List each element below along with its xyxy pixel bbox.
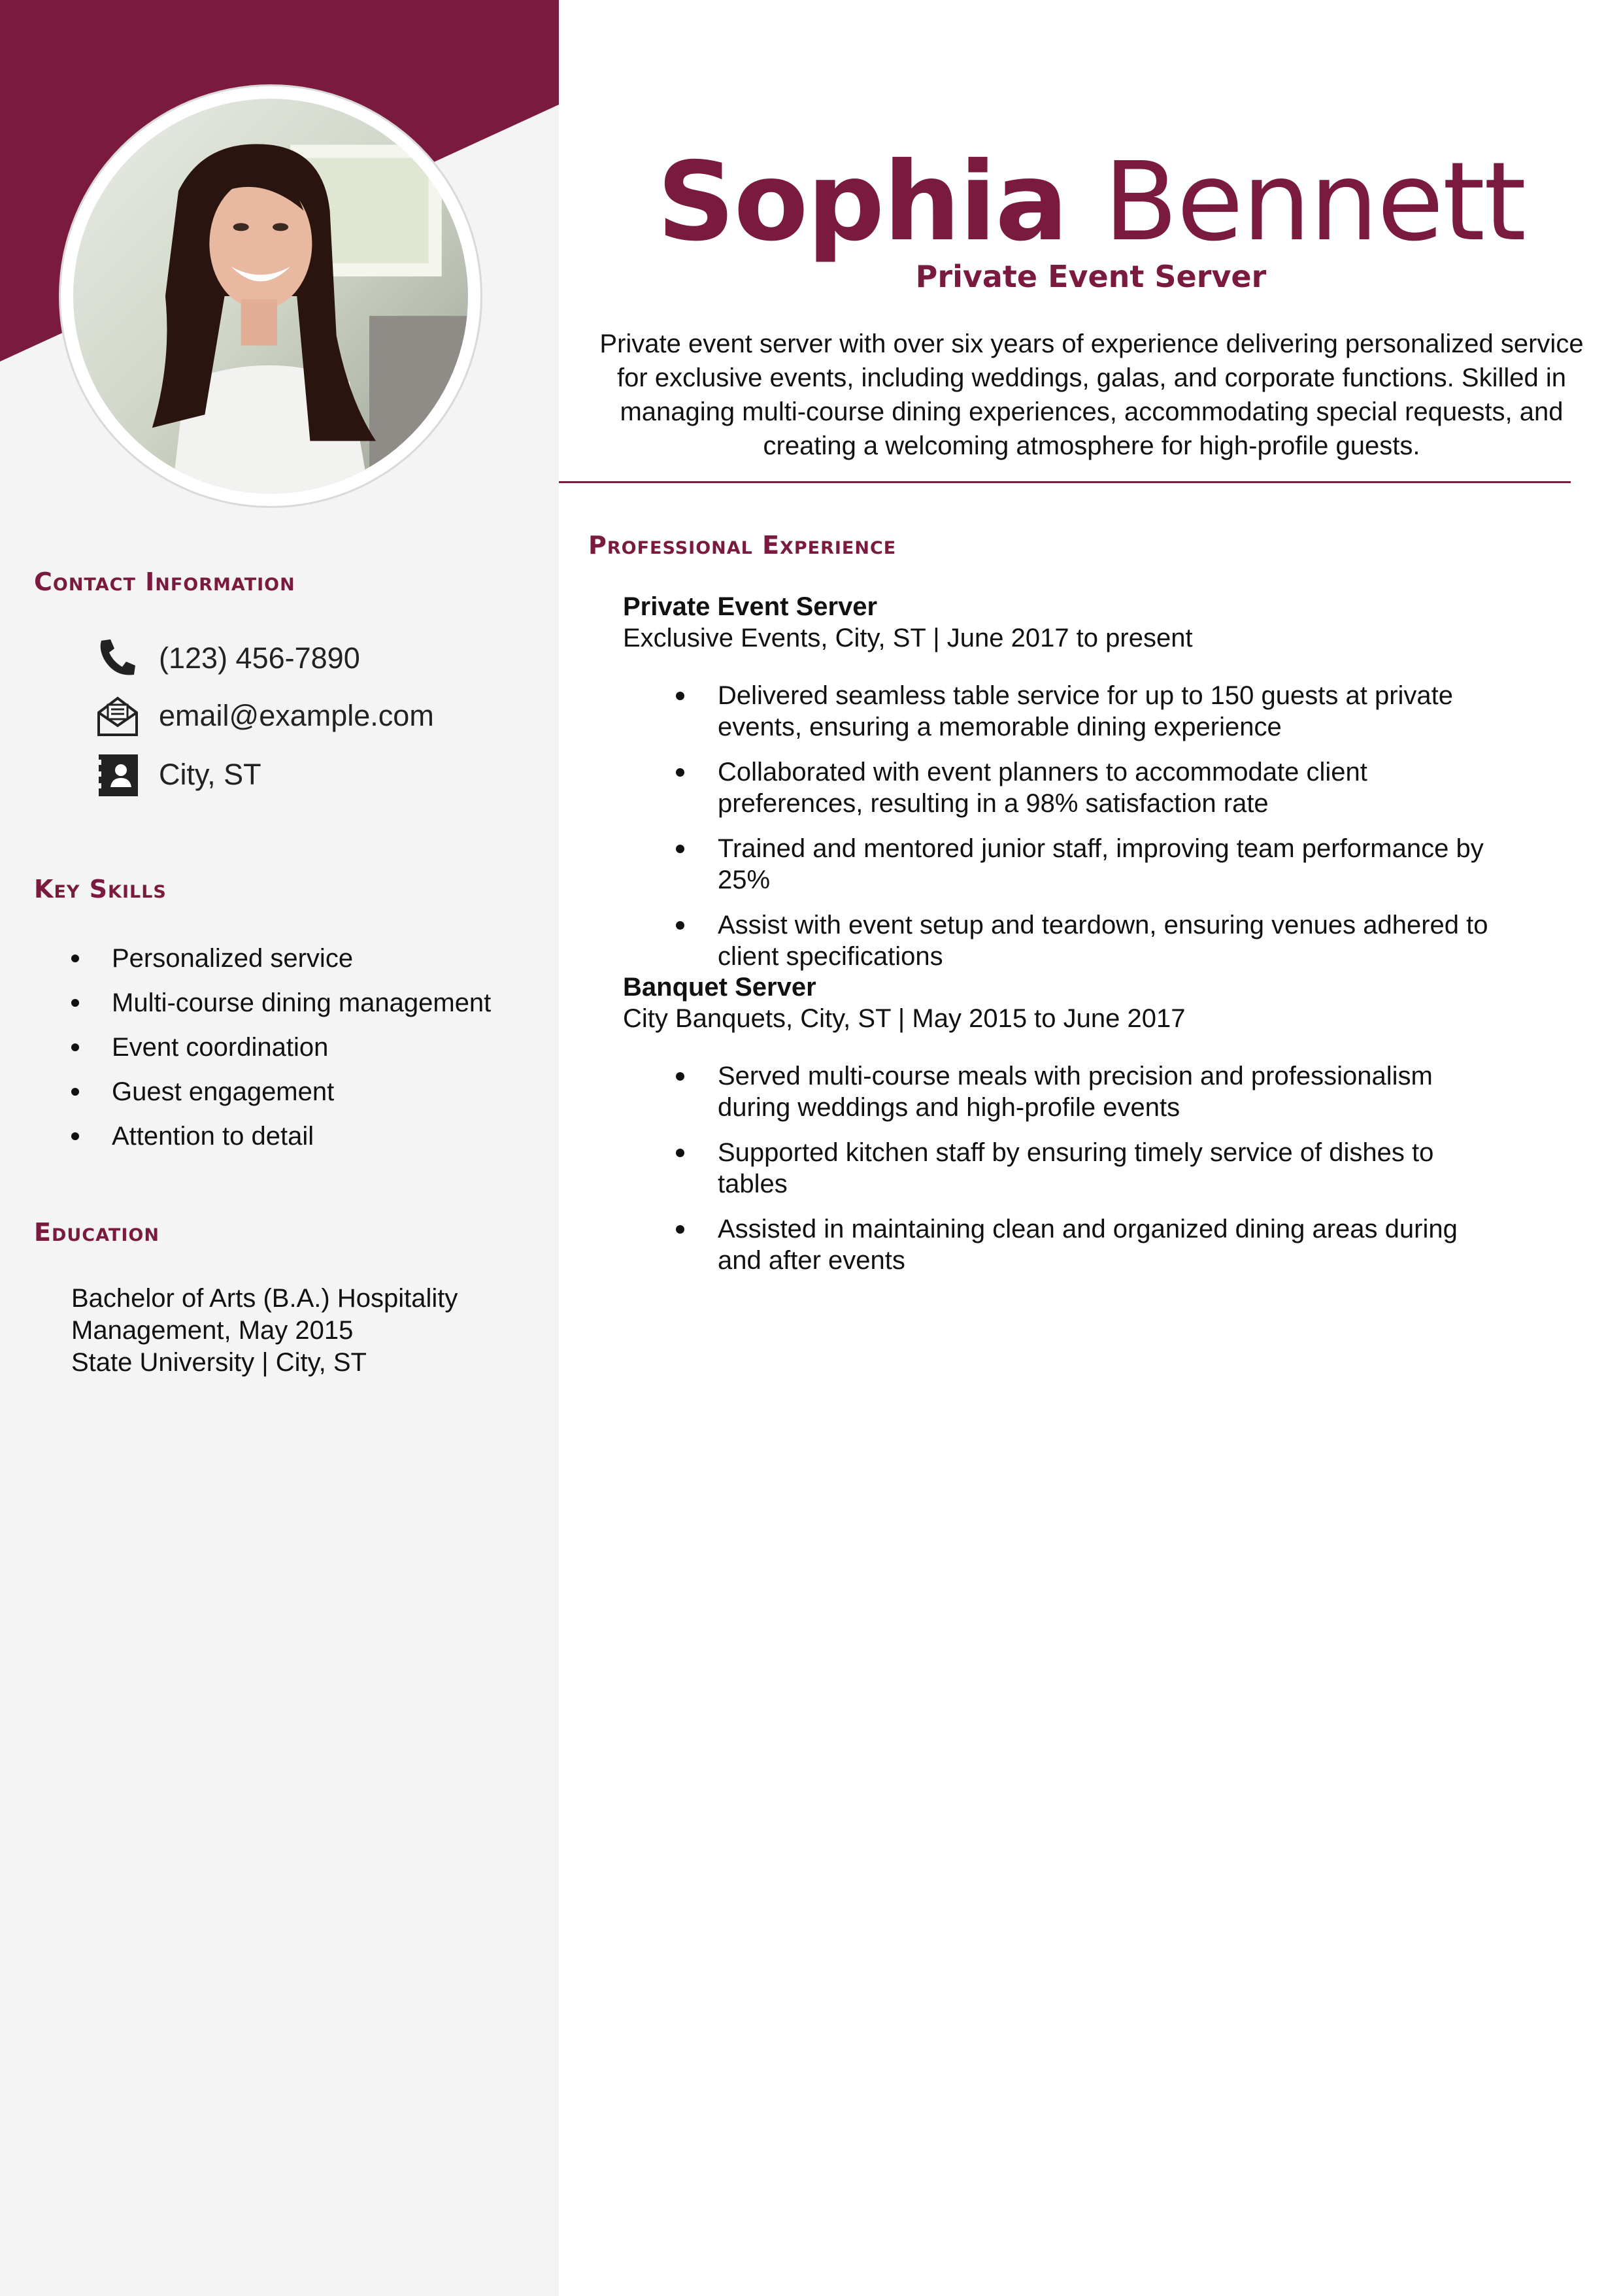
phone-icon <box>95 635 141 681</box>
degree-line-1: Bachelor of Arts (B.A.) Hospitality <box>71 1284 458 1313</box>
bullet <box>71 999 79 1007</box>
skills-list <box>34 936 491 1158</box>
skill-item: Multi-course dining management <box>34 981 491 1025</box>
job-role: Banquet Server <box>623 973 816 1002</box>
skill-item: Event coordination <box>34 1025 491 1070</box>
duty-item: Delivered seamless table service for up to 150 guests at private events, ensuring a memorable dining experience <box>623 680 1502 743</box>
duty-item: Assisted in maintaining clean and organized dining areas during and after events <box>623 1213 1502 1276</box>
job-meta: City Banquets, City, ST | May 2015 to June 2017 <box>623 1004 1186 1033</box>
contact-email-text: email@example.com <box>159 699 434 732</box>
job-meta: Exclusive Events, City, ST | June 2017 to present <box>623 624 1193 652</box>
skill-item: Personalized service <box>34 936 491 981</box>
first-name: Sophia <box>656 139 1067 265</box>
job-title: Private Event Server <box>915 259 1267 294</box>
duty-list <box>623 1060 1590 1276</box>
duty-item: Trained and mentored junior staff, improving team performance by 25% <box>623 833 1502 896</box>
contact-phone-text: (123) 456-7890 <box>159 641 360 675</box>
bullet <box>71 1132 79 1140</box>
job-role: Private Event Server <box>623 592 878 621</box>
profile-photo <box>73 99 468 494</box>
duty-item: Collaborated with event planners to accommodate client preferences, resulting in a 98% satisfaction rate <box>623 756 1502 819</box>
header-divider <box>559 481 1571 483</box>
contact-phone[interactable] <box>95 635 360 681</box>
bullet <box>71 954 79 962</box>
contact-card-icon <box>95 752 141 798</box>
last-name: Bennett <box>1103 139 1526 265</box>
skill-item: Guest engagement <box>34 1070 491 1114</box>
duty-item: Served multi-course meals with precision and professionalism during weddings and high-profile events <box>623 1060 1502 1123</box>
contact-location-text: City, ST <box>159 758 261 791</box>
skills-heading: Key Skills <box>34 875 167 903</box>
job-entry <box>623 971 1590 1290</box>
education-entry <box>71 1283 529 1379</box>
candidate-name <box>559 141 1623 265</box>
duty-item: Supported kitchen staff by ensuring timely service of dishes to tables <box>623 1137 1502 1200</box>
contact-heading: Contact Information <box>34 567 295 596</box>
school-line: State University | City, ST <box>71 1348 367 1377</box>
job-entry <box>623 591 1590 986</box>
bullet <box>71 1088 79 1096</box>
envelope-icon <box>95 693 141 739</box>
contact-location[interactable] <box>95 752 261 798</box>
duty-list <box>623 680 1590 972</box>
duty-item: Assist with event setup and teardown, ensuring venues adhered to client specifications <box>623 909 1502 972</box>
degree-line-2: Management, May 2015 <box>71 1316 354 1345</box>
bullet <box>71 1043 79 1051</box>
summary: Private event server with over six years of experience delivering personalized service for exclusive events, including weddings, galas, and corporate functions. Skilled in managing multi-course dining experiences, accommodating special requests, and creating a welcoming atmosphere for high-profile guests. <box>599 329 1584 460</box>
skill-item: Attention to detail <box>34 1114 491 1158</box>
education-heading: Education <box>34 1218 159 1247</box>
contact-email[interactable] <box>95 693 434 739</box>
experience-heading: Professional Experience <box>588 531 897 560</box>
